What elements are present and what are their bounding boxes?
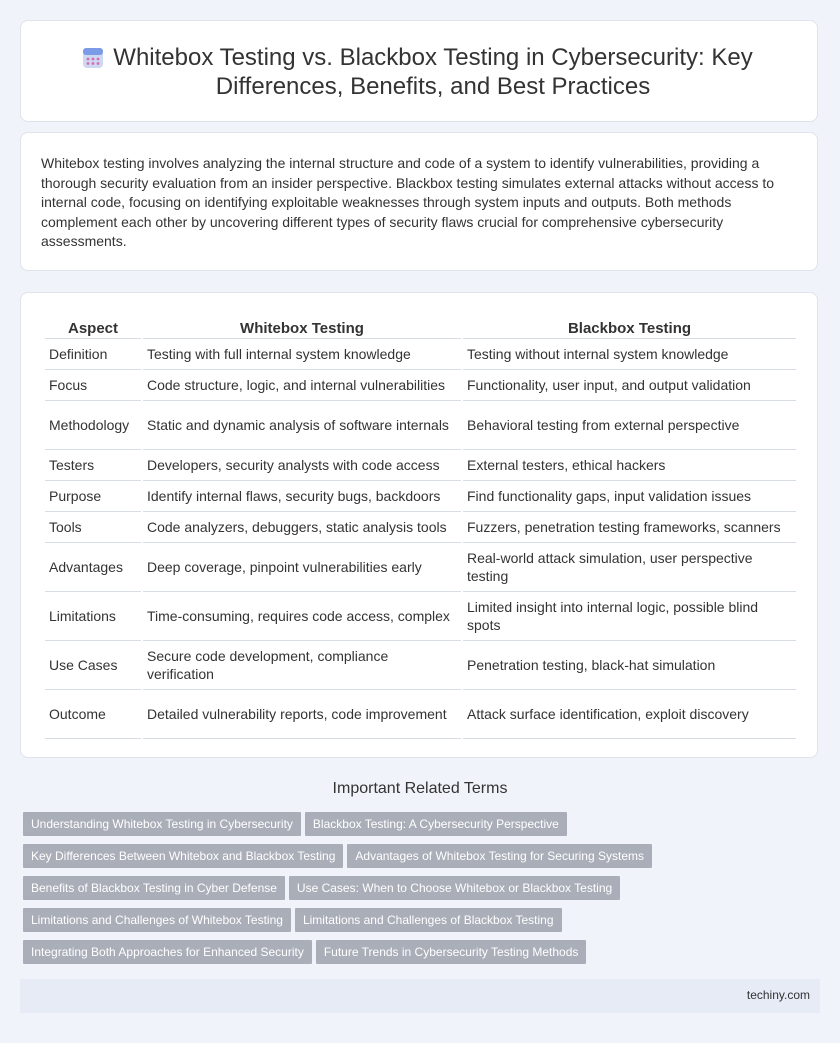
cell-blackbox: Testing without internal system knowledge [463, 339, 796, 370]
tag-row [23, 908, 823, 940]
cell-whitebox: Static and dynamic analysis of software internals [143, 401, 461, 450]
cell-aspect: Outcome [45, 690, 141, 739]
header-whitebox: Whitebox Testing [143, 315, 461, 339]
cell-whitebox: Code structure, logic, and internal vulnerabilities [143, 370, 461, 401]
table-row [45, 543, 796, 592]
cell-whitebox: Developers, security analysts with code access [143, 450, 461, 481]
table-row [45, 401, 796, 450]
related-term-tag[interactable]: Limitations and Challenges of Whitebox Testing [23, 908, 291, 932]
cell-whitebox: Time-consuming, requires code access, complex [143, 592, 461, 641]
cell-aspect: Focus [45, 370, 141, 401]
table-row [45, 339, 796, 370]
table-row [45, 450, 796, 481]
cell-aspect: Purpose [45, 481, 141, 512]
header-aspect: Aspect [45, 315, 141, 339]
related-term-tag[interactable]: Key Differences Between Whitebox and Blackbox Testing [23, 844, 343, 868]
tag-row [23, 876, 823, 908]
cell-blackbox: Limited insight into internal logic, possible blind spots [463, 592, 796, 641]
cell-whitebox: Secure code development, compliance verification [143, 641, 461, 690]
title-card [20, 20, 818, 122]
cell-blackbox: External testers, ethical hackers [463, 450, 796, 481]
cell-whitebox: Testing with full internal system knowledge [143, 339, 461, 370]
page-title: Whitebox Testing vs. Blackbox Testing in Cybersecurity: Key Differences, Benefits, and Best Practices [113, 44, 753, 100]
cell-blackbox: Attack surface identification, exploit discovery [463, 690, 796, 739]
cell-blackbox: Penetration testing, black-hat simulation [463, 641, 796, 690]
related-terms-heading: Important Related Terms [332, 780, 508, 797]
cell-aspect: Limitations [45, 592, 141, 641]
related-term-tag[interactable]: Understanding Whitebox Testing in Cybersecurity [23, 812, 301, 836]
cell-aspect: Use Cases [45, 641, 141, 690]
intro-card [20, 132, 818, 271]
intro-text: Whitebox testing involves analyzing the internal structure and code of a system to identify vulnerabilities, providing a thorough security evaluation from an insider perspective. Blackbox testing simulates external attacks without access to internal code, focusing on identifying exploitable weaknesses through system inputs and outputs. Both methods complement each other by uncovering different types of security flaws crucial for comprehensive cybersecurity assessments. [41, 155, 775, 249]
related-term-tag[interactable]: Benefits of Blackbox Testing in Cyber Defense [23, 876, 285, 900]
header-blackbox: Blackbox Testing [463, 315, 796, 339]
cell-aspect: Tools [45, 512, 141, 543]
cell-whitebox: Deep coverage, pinpoint vulnerabilities early [143, 543, 461, 592]
tag-row [23, 940, 823, 972]
tag-row [23, 812, 823, 844]
cell-whitebox: Detailed vulnerability reports, code improvement [143, 690, 461, 739]
comparison-table [43, 315, 798, 739]
related-term-tag[interactable]: Blackbox Testing: A Cybersecurity Perspective [305, 812, 567, 836]
table-header-row [45, 315, 796, 339]
related-term-tag[interactable]: Limitations and Challenges of Blackbox Testing [295, 908, 562, 932]
cell-blackbox: Fuzzers, penetration testing frameworks, scanners [463, 512, 796, 543]
cell-aspect: Advantages [45, 543, 141, 592]
related-term-tag[interactable]: Advantages of Whitebox Testing for Securing Systems [347, 844, 652, 868]
related-term-tag[interactable]: Use Cases: When to Choose Whitebox or Blackbox Testing [289, 876, 620, 900]
cell-aspect: Methodology [45, 401, 141, 450]
comparison-table-card [20, 292, 818, 758]
tag-row [23, 844, 823, 876]
related-term-tag[interactable]: Future Trends in Cybersecurity Testing Methods [316, 940, 587, 964]
related-term-tag[interactable]: Integrating Both Approaches for Enhanced Security [23, 940, 312, 964]
cell-whitebox: Code analyzers, debuggers, static analysis tools [143, 512, 461, 543]
footer [20, 979, 820, 1013]
table-row [45, 641, 796, 690]
cell-blackbox: Functionality, user input, and output validation [463, 370, 796, 401]
cell-aspect: Definition [45, 339, 141, 370]
table-row [45, 512, 796, 543]
related-terms-list [23, 812, 823, 972]
table-row [45, 690, 796, 739]
table-row [45, 370, 796, 401]
table-row [45, 481, 796, 512]
cell-blackbox: Real-world attack simulation, user perspective testing [463, 543, 796, 592]
cell-aspect: Testers [45, 450, 141, 481]
footer-site-link[interactable]: techiny.com [746, 988, 810, 1002]
cell-blackbox: Find functionality gaps, input validation issues [463, 481, 796, 512]
cell-whitebox: Identify internal flaws, security bugs, backdoors [143, 481, 461, 512]
table-row [45, 592, 796, 641]
cell-blackbox: Behavioral testing from external perspective [463, 401, 796, 450]
